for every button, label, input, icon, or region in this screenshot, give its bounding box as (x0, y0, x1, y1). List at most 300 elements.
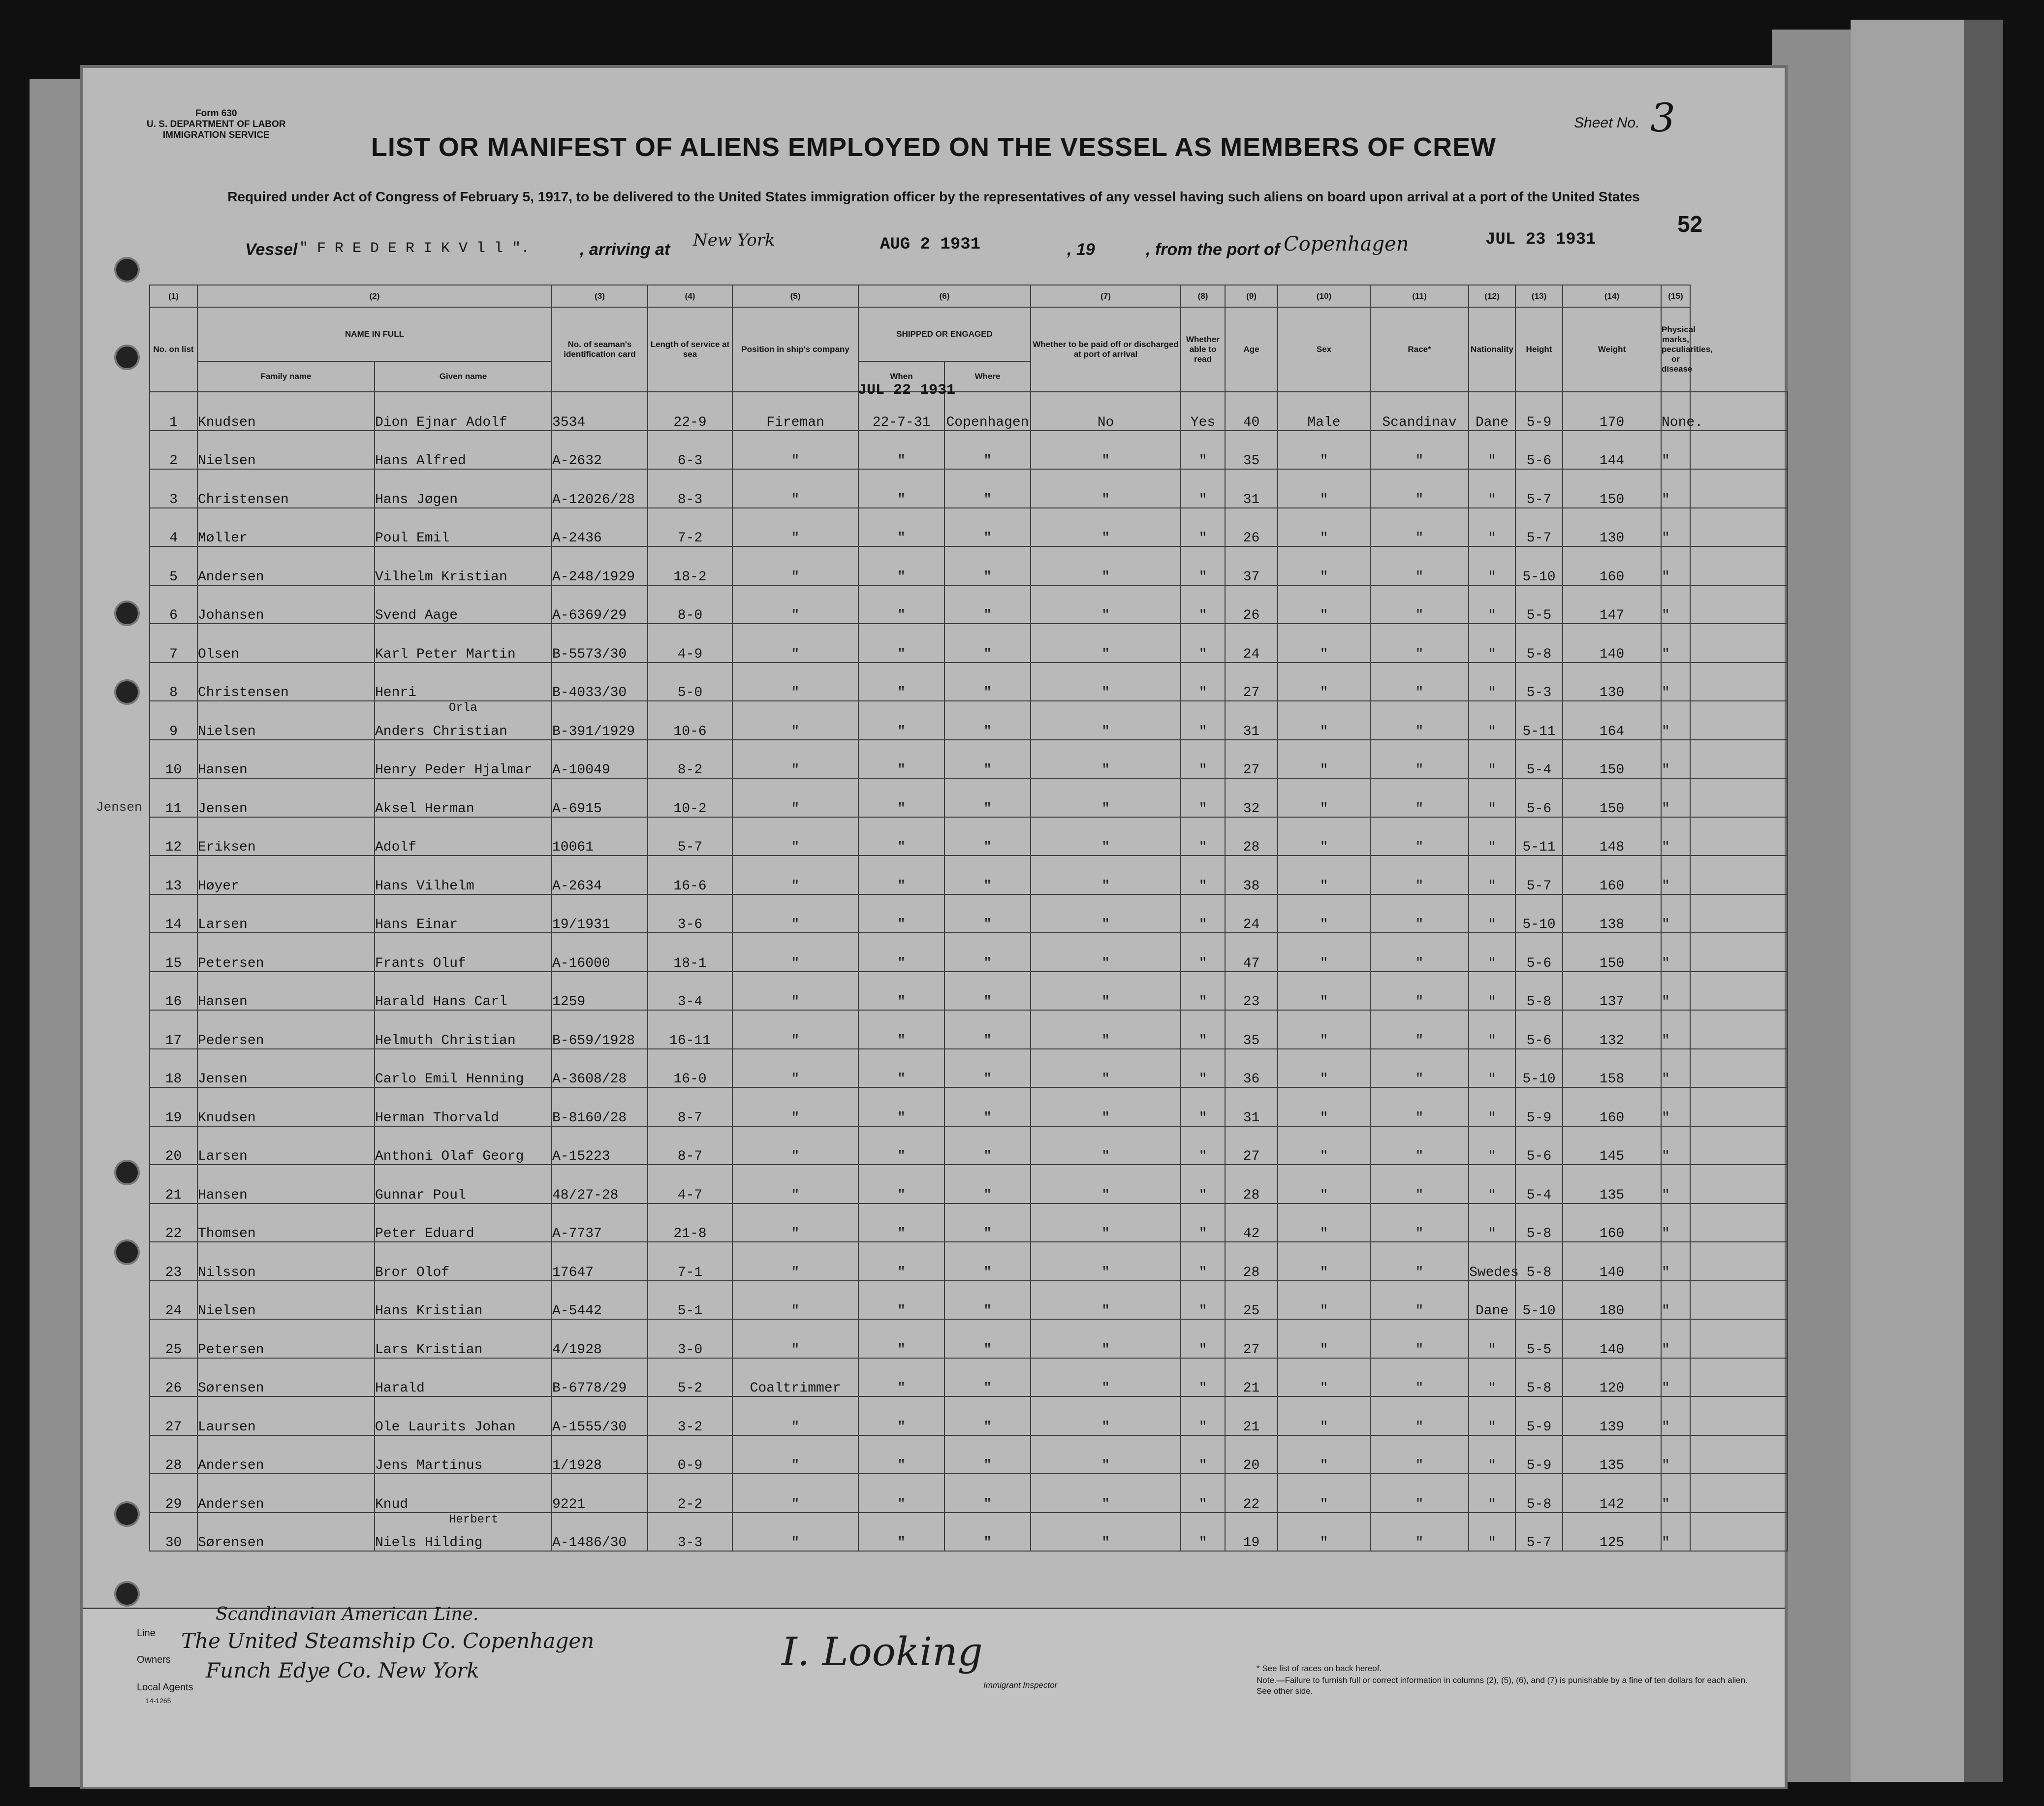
sex: " (1278, 1474, 1370, 1513)
shipped-where: " (944, 585, 1031, 624)
given-name: Harald (375, 1358, 552, 1397)
shipped-when: " (858, 701, 944, 740)
sex: " (1278, 855, 1370, 894)
row-number: 13 (150, 855, 197, 894)
position: " (732, 624, 858, 663)
shipped-when: " (858, 508, 944, 547)
row-number: 28 (150, 1435, 197, 1474)
shipped-where: " (944, 972, 1031, 1011)
given-name (375, 1513, 552, 1552)
physical-marks: " (1661, 1165, 1690, 1204)
age: 24 (1225, 624, 1278, 663)
seaman-card: 17647 (552, 1242, 648, 1281)
blank-cell (1690, 1242, 1788, 1281)
paid-off: " (1031, 1281, 1181, 1320)
shipped-where: " (944, 624, 1031, 663)
punch-hole (114, 1581, 140, 1607)
line-value: Scandinavian American Line. (216, 1604, 479, 1624)
position: " (732, 1204, 858, 1242)
nationality: " (1469, 1204, 1515, 1242)
paid-off: " (1031, 508, 1181, 547)
sex: " (1278, 1087, 1370, 1126)
table-row (150, 1010, 1788, 1049)
physical-marks: " (1661, 778, 1690, 817)
position: " (732, 1126, 858, 1165)
able-to-read: " (1181, 508, 1225, 547)
able-to-read: " (1181, 469, 1225, 508)
shipped-when: " (858, 546, 944, 585)
given-name: Dion Ejnar Adolf (375, 392, 552, 431)
row-number: 20 (150, 1126, 197, 1165)
paid-off: " (1031, 855, 1181, 894)
sex: " (1278, 1396, 1370, 1435)
sex: " (1278, 778, 1370, 817)
race: Scandinav (1370, 392, 1469, 431)
physical-marks: " (1661, 972, 1690, 1011)
seaman-card: A-15223 (552, 1126, 648, 1165)
row-number: 5 (150, 546, 197, 585)
nationality: " (1469, 855, 1515, 894)
paid-off: " (1031, 1474, 1181, 1513)
position: " (732, 701, 858, 740)
header-weight: Weight (1563, 307, 1661, 392)
paid-off: " (1031, 894, 1181, 933)
arrival-date: AUG 2 1931 (880, 235, 981, 254)
margin-note: Jensen (96, 800, 142, 815)
able-to-read: " (1181, 624, 1225, 663)
height: 5-11 (1515, 817, 1563, 856)
weight: 130 (1563, 663, 1661, 701)
colnum-11: (11) (1370, 285, 1469, 307)
table-row (150, 1474, 1788, 1513)
position: " (732, 1242, 858, 1281)
paid-off: " (1031, 469, 1181, 508)
colnum-6: (6) (858, 285, 1031, 307)
row-number: 7 (150, 624, 197, 663)
weight: 158 (1563, 1049, 1661, 1088)
weight: 180 (1563, 1281, 1661, 1320)
shipped-when: " (858, 817, 944, 856)
family-name: Møller (197, 508, 375, 547)
race: " (1370, 1474, 1469, 1513)
vessel-name: " F R E D E R I K V l l ". (299, 240, 530, 257)
table-row (150, 508, 1788, 547)
shipped-when: 22-7-31 (858, 392, 944, 431)
position: " (732, 469, 858, 508)
age: 22 (1225, 1474, 1278, 1513)
table-row (150, 1165, 1788, 1204)
given-name: Anthoni Olaf Georg (375, 1126, 552, 1165)
nationality: " (1469, 1165, 1515, 1204)
race: " (1370, 1396, 1469, 1435)
sex: " (1278, 1242, 1370, 1281)
age: 37 (1225, 546, 1278, 585)
blank-cell (1690, 1474, 1788, 1513)
shipped-when: " (858, 1126, 944, 1165)
weight: 145 (1563, 1126, 1661, 1165)
nationality: " (1469, 663, 1515, 701)
race: " (1370, 469, 1469, 508)
weight: 147 (1563, 585, 1661, 624)
physical-marks: " (1661, 1396, 1690, 1435)
sex: " (1278, 894, 1370, 933)
able-to-read: " (1181, 546, 1225, 585)
name-annotation: Orla (449, 701, 477, 715)
weight: 144 (1563, 431, 1661, 470)
header-given-name: Given name (375, 361, 552, 392)
given-name: Helmuth Christian (375, 1010, 552, 1049)
shipped-where: " (944, 778, 1031, 817)
row-number: 9 (150, 701, 197, 740)
height: 5-11 (1515, 701, 1563, 740)
physical-marks: " (1661, 1513, 1690, 1552)
physical-marks: " (1661, 1358, 1690, 1397)
age: 36 (1225, 1049, 1278, 1088)
length-of-service: 3-3 (648, 1513, 732, 1552)
height: 5-8 (1515, 972, 1563, 1011)
given-name: Ole Laurits Johan (375, 1396, 552, 1435)
weight: 150 (1563, 933, 1661, 972)
physical-marks: " (1661, 1204, 1690, 1242)
shipped-when: " (858, 1242, 944, 1281)
colnum-10: (10) (1278, 285, 1370, 307)
family-name: Eriksen (197, 817, 375, 856)
manifest-footer (83, 1604, 1785, 1787)
able-to-read: " (1181, 1010, 1225, 1049)
given-name: Herman Thorvald (375, 1087, 552, 1126)
seaman-card: B-4033/30 (552, 663, 648, 701)
length-of-service: 16-6 (648, 855, 732, 894)
page-edge (1964, 20, 2003, 1782)
race: " (1370, 1281, 1469, 1320)
sex: " (1278, 546, 1370, 585)
row-number: 21 (150, 1165, 197, 1204)
given-name: Henri (375, 663, 552, 701)
physical-marks: " (1661, 431, 1690, 470)
seaman-card: A-6369/29 (552, 585, 648, 624)
sex: " (1278, 508, 1370, 547)
height: 5-10 (1515, 894, 1563, 933)
page-number: 52 (1677, 211, 1703, 237)
row-number: 24 (150, 1281, 197, 1320)
race: " (1370, 508, 1469, 547)
position: " (732, 778, 858, 817)
height: 5-7 (1515, 469, 1563, 508)
seaman-card: A-2436 (552, 508, 648, 547)
paid-off: " (1031, 1435, 1181, 1474)
paid-off: " (1031, 1204, 1181, 1242)
weight: 139 (1563, 1396, 1661, 1435)
sex: " (1278, 740, 1370, 779)
physical-marks: " (1661, 1435, 1690, 1474)
weight: 150 (1563, 740, 1661, 779)
age: 24 (1225, 894, 1278, 933)
blank-cell (1690, 972, 1788, 1011)
punch-hole (114, 679, 140, 705)
height: 5-9 (1515, 1435, 1563, 1474)
nationality: " (1469, 1435, 1515, 1474)
shipped-when: " (858, 1049, 944, 1088)
sex: " (1278, 817, 1370, 856)
paid-off: " (1031, 546, 1181, 585)
header-family-name: Family name (197, 361, 375, 392)
blank-cell (1690, 1010, 1788, 1049)
family-name: Knudsen (197, 1087, 375, 1126)
table-row (150, 469, 1788, 508)
blank-cell (1690, 546, 1788, 585)
weight: 160 (1563, 546, 1661, 585)
paid-off: " (1031, 1049, 1181, 1088)
age: 25 (1225, 1281, 1278, 1320)
able-to-read: " (1181, 1087, 1225, 1126)
height: 5-8 (1515, 1474, 1563, 1513)
physical-marks: " (1661, 508, 1690, 547)
family-name: Thomsen (197, 1204, 375, 1242)
row-number: 19 (150, 1087, 197, 1126)
given-name: Frants Oluf (375, 933, 552, 972)
sex: " (1278, 1165, 1370, 1204)
given-name: Hans Kristian (375, 1281, 552, 1320)
paid-off: No (1031, 392, 1181, 431)
length-of-service: 3-6 (648, 894, 732, 933)
position: " (732, 585, 858, 624)
height: 5-5 (1515, 1319, 1563, 1358)
age: 27 (1225, 740, 1278, 779)
shipped-where: " (944, 855, 1031, 894)
sex: " (1278, 1281, 1370, 1320)
owners-label: Owners (137, 1654, 171, 1665)
weight: 140 (1563, 1242, 1661, 1281)
colnum-14: (14) (1563, 285, 1661, 307)
shipped-when: " (858, 624, 944, 663)
nationality: " (1469, 972, 1515, 1011)
blank-cell (1690, 392, 1788, 431)
race: " (1370, 855, 1469, 894)
shipped-when: " (858, 1010, 944, 1049)
race: " (1370, 1165, 1469, 1204)
from-label: , from the port of (1146, 240, 1280, 259)
length-of-service: 5-1 (648, 1281, 732, 1320)
weight: 160 (1563, 1204, 1661, 1242)
race: " (1370, 1204, 1469, 1242)
age: 27 (1225, 1126, 1278, 1165)
age: 35 (1225, 1010, 1278, 1049)
height: 5-3 (1515, 663, 1563, 701)
shipped-when: " (858, 855, 944, 894)
punch-hole (114, 1501, 140, 1527)
nationality: " (1469, 701, 1515, 740)
shipped-when: " (858, 1396, 944, 1435)
header-shipped-engaged: SHIPPED OR ENGAGED (858, 307, 1031, 361)
colnum-5: (5) (732, 285, 858, 307)
nationality: Dane (1469, 1281, 1515, 1320)
able-to-read: " (1181, 1474, 1225, 1513)
family-name: Andersen (197, 546, 375, 585)
sex: " (1278, 1126, 1370, 1165)
given-name: Svend Aage (375, 585, 552, 624)
seaman-card: 3534 (552, 392, 648, 431)
blank-cell (1690, 1165, 1788, 1204)
header-seaman-card: No. of seaman's identification card (552, 307, 648, 392)
weight: 130 (1563, 508, 1661, 547)
shipped-where: " (944, 1358, 1031, 1397)
table-row (150, 855, 1788, 894)
seaman-card: A-1555/30 (552, 1396, 648, 1435)
family-name: Nilsson (197, 1242, 375, 1281)
age: 19 (1225, 1513, 1278, 1552)
seaman-card: A-7737 (552, 1204, 648, 1242)
sex: " (1278, 1010, 1370, 1049)
physical-marks: " (1661, 1281, 1690, 1320)
sex: " (1278, 663, 1370, 701)
shipped-where: " (944, 1435, 1031, 1474)
table-row (150, 585, 1788, 624)
age: 31 (1225, 1087, 1278, 1126)
shipped-where: " (944, 431, 1031, 470)
given-name: Aksel Herman (375, 778, 552, 817)
position: Coaltrimmer (732, 1358, 858, 1397)
seaman-card: B-8160/28 (552, 1087, 648, 1126)
nationality: " (1469, 1396, 1515, 1435)
sex: " (1278, 1358, 1370, 1397)
blank-cell (1690, 1319, 1788, 1358)
shipped-when: " (858, 1165, 944, 1204)
header-paid-off: Whether to be paid off or discharged at port of arrival (1031, 307, 1181, 392)
paid-off: " (1031, 701, 1181, 740)
department: U. S. DEPARTMENT OF LABOR (147, 119, 286, 129)
seaman-card: A-3608/28 (552, 1049, 648, 1088)
sheet-label: Sheet No. (1574, 115, 1640, 131)
given-name: Harald Hans Carl (375, 972, 552, 1011)
shipped-when: " (858, 740, 944, 779)
line-label: Line (137, 1628, 156, 1639)
family-name: Nielsen (197, 1281, 375, 1320)
height: 5-6 (1515, 431, 1563, 470)
form-code: 14-1265 (146, 1697, 171, 1705)
colnum-12: (12) (1469, 285, 1515, 307)
table-row (150, 701, 1788, 740)
length-of-service: 8-7 (648, 1087, 732, 1126)
sex: " (1278, 469, 1370, 508)
age: 28 (1225, 1242, 1278, 1281)
shipped-where: " (944, 933, 1031, 972)
table-row (150, 778, 1788, 817)
able-to-read: " (1181, 933, 1225, 972)
seaman-card: B-6778/29 (552, 1358, 648, 1397)
arriving-port: New York (693, 230, 775, 250)
row-number: 25 (150, 1319, 197, 1358)
able-to-read: " (1181, 1204, 1225, 1242)
row-number: 14 (150, 894, 197, 933)
position: " (732, 740, 858, 779)
length-of-service: 5-7 (648, 817, 732, 856)
shipped-when: " (858, 1474, 944, 1513)
row-number: 27 (150, 1396, 197, 1435)
height: 5-10 (1515, 1049, 1563, 1088)
shipped-when: " (858, 1435, 944, 1474)
nationality: " (1469, 585, 1515, 624)
family-name: Sørensen (197, 1513, 375, 1552)
header-able-read: Whether able to read (1181, 307, 1225, 392)
punch-hole (114, 601, 140, 626)
physical-marks: " (1661, 469, 1690, 508)
height: 5-8 (1515, 1242, 1563, 1281)
weight: 140 (1563, 1319, 1661, 1358)
shipped-where: " (944, 508, 1031, 547)
row-number: 2 (150, 431, 197, 470)
able-to-read: " (1181, 855, 1225, 894)
given-name: Adolf (375, 817, 552, 856)
weight: 135 (1563, 1165, 1661, 1204)
shipped-when: " (858, 663, 944, 701)
nationality: " (1469, 1358, 1515, 1397)
position: " (732, 1165, 858, 1204)
shipped-when: " (858, 972, 944, 1011)
page-edge (30, 79, 84, 1787)
nationality: " (1469, 469, 1515, 508)
position: " (732, 546, 858, 585)
given-name: Jens Martinus (375, 1435, 552, 1474)
row-number: 10 (150, 740, 197, 779)
race: " (1370, 1087, 1469, 1126)
race: " (1370, 933, 1469, 972)
shipped-when: " (858, 1358, 944, 1397)
length-of-service: 5-2 (648, 1358, 732, 1397)
height: 5-6 (1515, 1010, 1563, 1049)
row-number: 11 (150, 778, 197, 817)
age: 31 (1225, 469, 1278, 508)
physical-marks: " (1661, 817, 1690, 856)
paid-off: " (1031, 972, 1181, 1011)
position: " (732, 1087, 858, 1126)
position: " (732, 1010, 858, 1049)
given-name: Vilhelm Kristian (375, 546, 552, 585)
table-row (150, 972, 1788, 1011)
colnum-7: (7) (1031, 285, 1181, 307)
able-to-read: " (1181, 1358, 1225, 1397)
family-name: Sørensen (197, 1358, 375, 1397)
length-of-service: 4-7 (648, 1165, 732, 1204)
table-row (150, 1204, 1788, 1242)
shipped-where: " (944, 1204, 1031, 1242)
age: 26 (1225, 585, 1278, 624)
blank-cell (1690, 855, 1788, 894)
seaman-card: 1/1928 (552, 1435, 648, 1474)
age: 28 (1225, 817, 1278, 856)
nationality: " (1469, 1087, 1515, 1126)
race: " (1370, 585, 1469, 624)
family-name: Hansen (197, 1165, 375, 1204)
family-name: Jensen (197, 778, 375, 817)
seaman-card: A-248/1929 (552, 546, 648, 585)
header-nationality: Nationality (1469, 307, 1515, 392)
given-name: Carlo Emil Henning (375, 1049, 552, 1088)
weight: 170 (1563, 392, 1661, 431)
colnum-15: (15) (1661, 285, 1690, 307)
blank-cell (1690, 1049, 1788, 1088)
position: " (732, 817, 858, 856)
height: 5-6 (1515, 1126, 1563, 1165)
shipped-where: " (944, 740, 1031, 779)
row-number: 3 (150, 469, 197, 508)
paid-off: " (1031, 1010, 1181, 1049)
table-row (150, 1049, 1788, 1088)
height: 5-10 (1515, 1281, 1563, 1320)
physical-marks: " (1661, 855, 1690, 894)
race: " (1370, 817, 1469, 856)
inspector-label: Immigrant Inspector (983, 1680, 1058, 1690)
shipped-where: " (944, 817, 1031, 856)
